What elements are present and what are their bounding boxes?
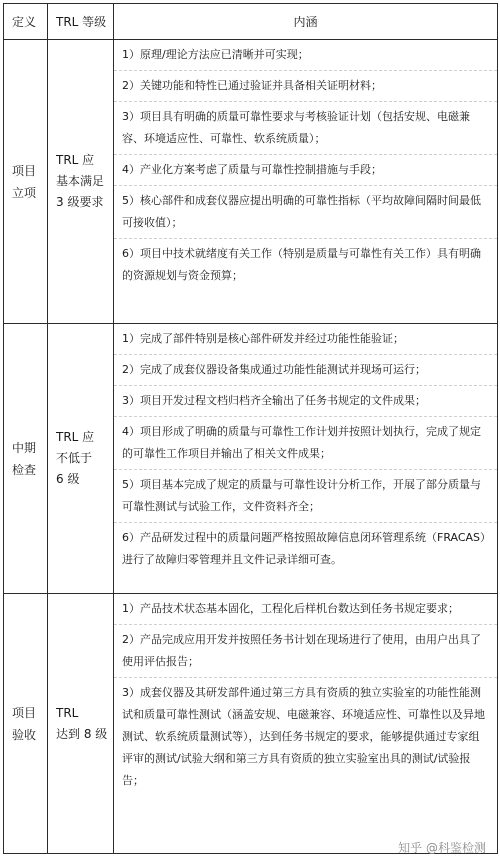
trl-cell (48, 40, 114, 324)
table-header-row (4, 4, 498, 40)
list-item: 6）产品研发过程中的质量问题严格按照故障信息闭环管理系统（FRACAS）进行了故障归零管理并且文件记录详细可查。 (122, 531, 486, 566)
connotation-cell (114, 594, 498, 854)
list-item: 1）产品技术状态基本固化，工程化后样机台数达到任务书规定要求； (114, 594, 497, 625)
trl-line: 不低于 (56, 451, 93, 465)
table-row (4, 594, 498, 854)
list-item: 1）原理/理论方法应已清晰并可实现； (114, 40, 497, 71)
list-item: 4）产业化方案考虑了质量与可靠性控制措施与手段； (114, 155, 497, 186)
stage-line: 立项 (12, 185, 37, 200)
stage-cell (4, 324, 48, 594)
table-row (4, 40, 498, 324)
stage-line: 中期 (12, 440, 37, 455)
trl-line: 6 级 (56, 472, 80, 486)
list-item: 1）完成了部件特别是核心部件研发并经过功能性能验证； (114, 324, 497, 355)
list-item: 3）项目具有明确的质量可靠性要求与考核验证计划（包括安规、电磁兼容、环境适应性、可靠性、软系统质量）； (114, 102, 497, 155)
trl-line: TRL 应 (56, 153, 95, 167)
list-item: 3）项目开发过程文档归档齐全输出了任务书规定的文件成果； (114, 386, 497, 417)
trl-line: 3 级要求 (56, 195, 104, 209)
trl-line: 基本满足 (56, 174, 105, 188)
trl-line: TRL (56, 705, 79, 720)
trl-cell (48, 594, 114, 854)
list-item: 6）项目中技术就绪度有关工作（特别是质量与可靠性有关工作）具有明确的资源规划与资金预算； (122, 247, 481, 282)
stage-cell (4, 594, 48, 854)
list-item: 2）产品完成应用开发并按照任务书计划在现场进行了使用，由用户出具了使用评估报告； (114, 625, 497, 678)
stage-line: 项目 (12, 163, 37, 178)
header-trl-level: TRL 等级 (48, 4, 114, 40)
watermark: 知乎 @科鉴检测 (398, 841, 486, 855)
list-item: 5）项目基本完成了规定的质量与可靠性设计分析工作，开展了部分质量与可靠性测试与试验工作，文件资料齐全； (114, 470, 497, 523)
trl-line: 达到 8 级 (56, 726, 108, 741)
stage-line: 验收 (12, 727, 37, 742)
stage-line: 检查 (12, 462, 37, 477)
header-connotation: 内涵 (114, 4, 498, 40)
stage-line: 项目 (12, 705, 37, 720)
table-row (4, 324, 498, 594)
trl-definition-table (3, 3, 498, 854)
trl-cell (48, 324, 114, 594)
connotation-cell (114, 40, 498, 324)
list-item: 4）项目形成了明确的质量与可靠性工作计划并按照计划执行，完成了规定的可靠性工作项目并输出了相关文件成果； (114, 417, 497, 470)
list-item: 2）完成了成套仪器设备集成通过功能性能测试并现场可运行； (114, 355, 497, 386)
stage-cell (4, 40, 48, 324)
list-item: 5）核心部件和成套仪器应提出明确的可靠性指标（平均故障间隔时间最低可接收值）； (114, 186, 497, 239)
list-item: 2）关键功能和特性已通过验证并具备相关证明材料； (114, 71, 497, 102)
list-item: 3）成套仪器及其研发部件通过第三方具有资质的独立实验室的功能性能测试和质量可靠性测试（涵盖安规、电磁兼容、环境适应性、可靠性以及异地测试、软系统质量测试等），达到任务书规定的要求，能够提供通过专家组评审的测试/试验大纲和第三方具有资质的独立实验室出具的测试/试验报告； (122, 686, 485, 787)
header-definition: 定义 (4, 4, 48, 40)
connotation-cell (114, 324, 498, 594)
trl-line: TRL 应 (56, 430, 95, 444)
